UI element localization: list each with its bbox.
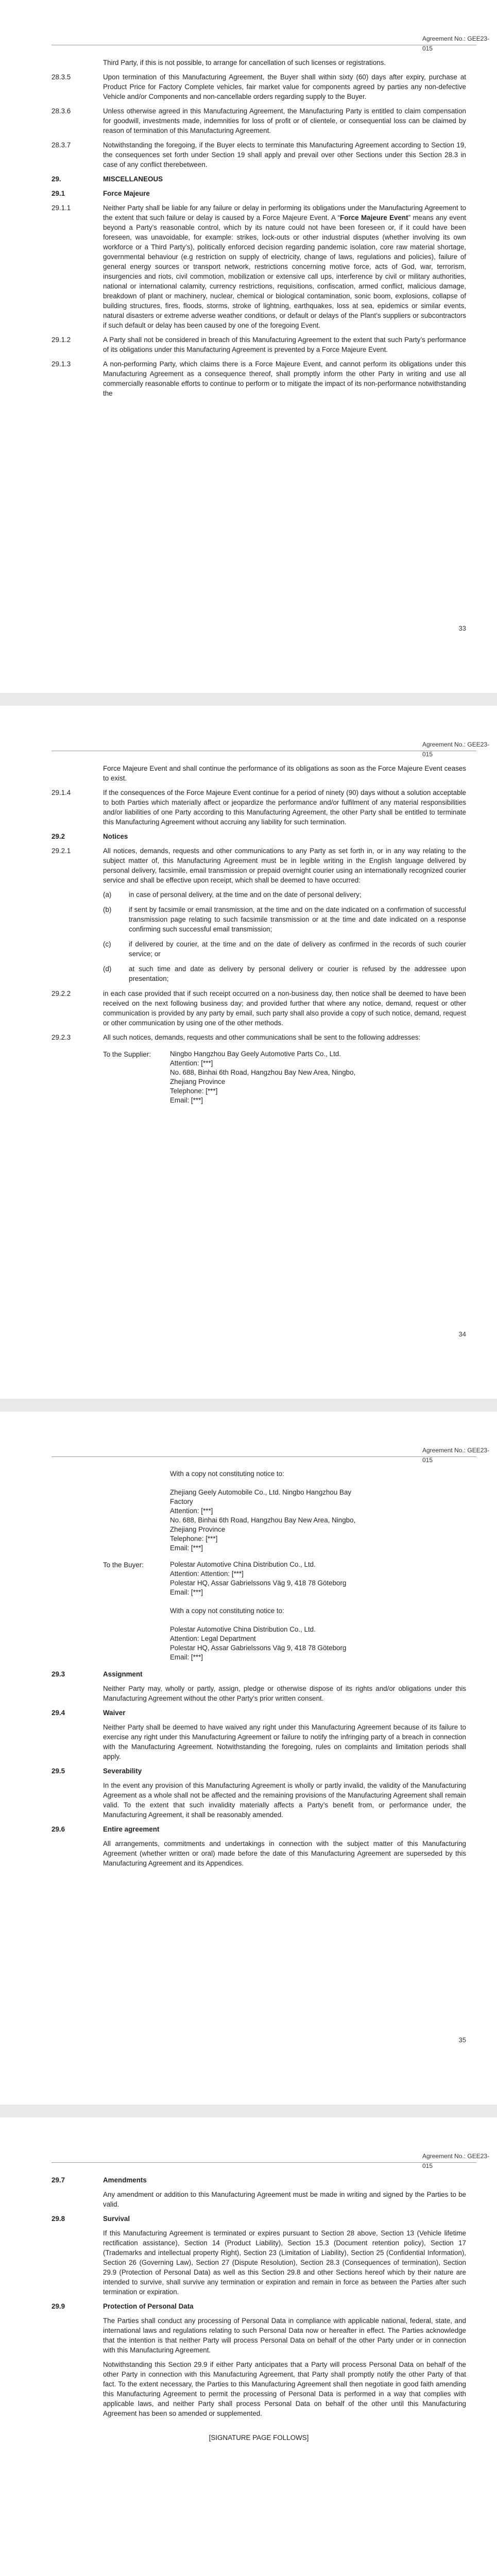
page-33	[0, 0, 497, 693]
agreement-ref: Agreement No.: GEE23-015	[422, 1447, 490, 1464]
supplier-address-block: To the Supplier: Ningbo Hangzhou Bay Geely Automotive Parts Co., Ltd. Attention: [***] No. 688, Binhai 6th Road, Hangzhou Bay New Area, Ningbo, Zhejiang Province Telephone: [***] Email: [***]	[103, 1050, 356, 1104]
page-36	[0, 2117, 497, 2576]
sub-item-a: (a) in case of personal delivery, at the time and on the date of personal delivery;	[103, 891, 362, 899]
header-divider	[52, 2162, 476, 2163]
clause-29-2-2: 29.2.2 in each case provided that if such receipt occurred on a non-business day, then notice shall be deemed to have been received on the next following business day; and provided further that where any notice, demand, request or other communication is provided by any party by email, such party shall also provide a copy of such notice, demand, request or other communication by using one of the other methods.	[52, 990, 466, 1027]
clause-text: Third Party, if this is not possible, to arrange for cancellation of such licenses or registrations.	[103, 59, 386, 66]
signature-page-note: [SIGNATURE PAGE FOLLOWS]	[209, 2434, 309, 2442]
page-35	[0, 1412, 497, 2105]
buyer-address-block: To the Buyer: Polestar Automotive China Distribution Co., Ltd. Attention: Attention: [***] Polestar HQ, Assar Gabrielssons Väg 9, 418 78 Göteborg Email: [***] With a copy not constituting notice to: Polestar Automotive China Distribution Co., Ltd. Attention: Legal Department Polestar HQ, Assar Gabrielssons Väg 9, 418 78 Göteborg Email: [***]	[103, 1561, 347, 1661]
header-divider	[52, 1456, 476, 1457]
sub-item-d: (d) at such time and date as delivery by personal delivery or courier is refused by the addressee upon presentation;	[103, 965, 466, 982]
section-29-6-heading: 29.6 Entire agreement	[52, 1825, 160, 1833]
section-29-8-heading: 29.8 Survival	[52, 2215, 130, 2223]
page-number: 35	[458, 2036, 466, 2044]
section-29-9-heading: 29.9 Protection of Personal Data	[52, 2302, 194, 2310]
sub-item-c: (c) if delivered by courier, at the time and on the date of delivery as confirmed in the records of such courier service; or	[103, 940, 466, 958]
page-34	[0, 706, 497, 1399]
section-29-3-heading: 29.3 Assignment	[52, 1670, 143, 1678]
clause-29-1-2: 29.1.2 A Party shall not be considered in breach of this Manufacturing Agreement to the extent that such Party’s performance of its obligations under this Manufacturing Agreement is prevented by a Force Majeure Event.	[52, 336, 466, 353]
clause-29-2-3: 29.2.3 All such notices, demands, requests and other communications shall be sent to the following addresses:	[52, 1033, 421, 1041]
clause-29-2-1: 29.2.1 All notices, demands, requests and other communications to any Party as set forth in, or in any way relating to the subject matter of, this Manufacturing Agreement must be in legible writing in the English language delivered by personal delivery, facsimile, email transmission or prepaid overnight courier using an internationally recognized courier service and shall be effective upon receipt, which shall be deemed to have occurred:	[52, 847, 466, 884]
clause-29-1-3: 29.1.3 A non-performing Party, which claims there is a Force Majeure Event, and cannot perform its obligations under this Manufacturing Agreement as a consequence thereof, shall promptly inform the other Party in writing and use all commercially reasonable efforts to continue to perform or to mitigate the impact of its non-performance notwithstanding the	[52, 360, 466, 397]
clause-29-5: In the event any provision of this Manufacturing Agreement is wholly or partly invalid, the validity of the Manufacturing Agreement as a whole shall not be affected and the remaining provisions of the Manufacturing Agreement shall remain valid. To the extent that such invalidity materially affects a Party’s benefit from, or performance under, the Manufacturing Agreement, it shall be reasonably amended.	[103, 1782, 466, 1819]
clause-29-9-para2: Notwithstanding this Section 29.9 if either Party anticipates that a Party will process Personal Data on behalf of the other Party in connection with this Manufacturing Agreement, that Party shall promptly notify the other Party of that fact. To the extent necessary, the Parties to this Manufacturing Agreement shall then negotiate in good faith amending this Manufacturing Agreement to permit the processing of Personal Data is performed in a way that complies with applicable laws, and neither Party shall process Personal Data on behalf of the other until this Manufacturing Agreement has been so amended or supplemented.	[103, 2361, 466, 2417]
clause-text: Force Majeure Event and shall continue the performance of its obligations as soon as the Force Majeure Event ceases to exist.	[103, 765, 466, 782]
clause-29-3: Neither Party may, wholly or partly, assign, pledge or otherwise dispose of its rights and/or obligations under this Manufacturing Agreement without the other Party’s prior written consent.	[103, 1685, 466, 1702]
section-29-4-heading: 29.4 Waiver	[52, 1709, 126, 1717]
clause-29-4: Neither Party shall be deemed to have waived any right under this Manufacturing Agreement because of its failure to exercise any right under this Manufacturing Agreement or failure to notify the infringing party of a breach in connection with the Manufacturing Agreement. Notwithstanding the foregoing, rules on complaints and limitation periods shall apply.	[103, 1723, 466, 1760]
agreement-ref: Agreement No.: GEE23-015	[422, 2153, 490, 2170]
clause-28-3-6: 28.3.6 Unless otherwise agreed in this Manufacturing Agreement, the Manufacturing Party is entitled to claim compensation for goodwill, investments made, indemnities for loss of profit or of clientele, or consequential loss can be claimed by reason of termination of this Manufacturing Agreement.	[52, 107, 466, 134]
page-number: 34	[458, 1330, 466, 1338]
section-29-heading: 29. MISCELLANEOUS	[52, 175, 163, 183]
section-29-7-heading: 29.7 Amendments	[52, 2176, 147, 2184]
agreement-ref: Agreement No.: GEE23-015	[422, 35, 490, 52]
clause-29-1-1: 29.1.1 Neither Party shall be liable for any failure or delay in performing its obligations under the Manufacturing Agreement to the extent that such failure or delay is caused by a Force Majeure Event. A “Force Majeure Event” means any event beyond a Party’s reasonable control, which by its nature could not have been foreseen or, if it could have been foreseen, was unavoidable, for example: strikes, lock-outs or other industrial disputes (whether involving its own workforce or a Third Party’s), politically enforced decision regarding pandemic isolation, core raw material shortage, governmental behaviour (e.g restriction on supply of electricity, change of laws, regulations and policies), failure of general energy sources or transport network, restrictions concerning motive force, acts of God, war, terrorism, insurgencies and riots, civil commotion, mobilization or extensive call ups, interference by civil or military authorities, national or international calamity, currency restrictions, requisitions, confiscation, armed conflict, malicious damage, breakdown of plant or machinery, nuclear, chemical or biological contamination, sonic boom, explosions, collapse of building structures, fires, floods, storms, stroke of lightning, earthquakes, loss at sea, epidemics or similar events, natural disasters or extreme adverse weather conditions, or default or delays of the Plant’s suppliers or subcontractors if such default or delay has been caused by one of the foregoing Event.	[52, 204, 466, 329]
supplier-copy-address: With a copy not constituting notice to: Zhejiang Geely Automobile Co., Ltd. Ningbo Hangzhou Bay Factory Attention: [***] No. 688, Binhai 6th Road, Hangzhou Bay New Area, Ningbo, Zhejiang Province Telephone: [***] Email: [***]	[170, 1470, 356, 1552]
clause-29-7: Any amendment or addition to this Manufacturing Agreement must be made in writing and signed by the Parties to be valid.	[103, 2191, 466, 2208]
agreement-ref: Agreement No.: GEE23-015	[422, 741, 490, 758]
clause-29-8: If this Manufacturing Agreement is terminated or expires pursuant to Section 28 above, Section 13 (Vehicle lifetime rectification assistance), Section 14 (Product Liability), Section 15.3 (Document retention policy), Section 17 (Trademarks and intellectual property Right), Section 23 (Limitation of Liability), Section 25 (Confidential Information), Section 26 (Governing Law), Section 27 (Dispute Resolution), Section 28.3 (Consequences of termination), Section 29.9 (Protection of Personal Data) as well as this Section 29.8 and other Sections hereof which by their nature are intended to survive, shall survive any termination or expiration and remain in force as between the Parties after such termination or expiration.	[103, 2229, 466, 2296]
page-number: 33	[458, 624, 466, 632]
clause-29-1-4: 29.1.4 If the consequences of the Force Majeure Event continue for a period of ninety (90) days without a solution acceptable to both Parties which materially affect or jeopardize the performance and/or fulfilment of any material responsibilities and/or liabilities of one Party according to this Manufacturing Agreement, the other Party shall be entitled to terminate this Manufacturing Agreement without accruing any liability for such termination.	[52, 789, 466, 826]
clause-28-3-5: 28.3.5 Upon termination of this Manufacturing Agreement, the Buyer shall within sixty (60) days after expiry, purchase at Product Price for Factory Complete vehicles, fair market value for components agreed by parties any non-defective Vehicle and/or Components and non-cancellable orders regarding supply to the Buyer.	[52, 73, 466, 100]
clause-29-9-para1: The Parties shall conduct any processing of Personal Data in compliance with applicable national, federal, state, and international laws and regulations relating to such Personal Data now or hereafter in effect. The Parties acknowledge that the intention is that neither Party will process Personal Data on behalf of the other Party under or in connection with this Manufacturing Agreement.	[103, 2317, 466, 2354]
section-29-2-heading: 29.2 Notices	[52, 833, 128, 840]
section-29-5-heading: 29.5 Severability	[52, 1767, 142, 1775]
clause-28-3-7: 28.3.7 Notwithstanding the foregoing, if the Buyer elects to terminate this Manufacturing Agreement according to Section 19, the consequences set forth under Section 19 shall apply and prevail over other Sections under this Section 28.3 in case of any conflict therebetween.	[52, 141, 466, 168]
clause-29-6: All arrangements, commitments and undertakings in connection with the subject matter of this Manufacturing Agreement (whether written or oral) made before the date of this Manufacturing Agreement are superseded by this Manufacturing Agreement and its Appendices.	[103, 1840, 466, 1867]
section-29-1-heading: 29.1 Force Majeure	[52, 190, 150, 197]
sub-item-b: (b) if sent by facsimile or email transmission, at the time and on the date indicated on a confirmation of successful transmission page relating to such facsimile transmission or at the time and date indicated on a response confirming such successful email transmission;	[103, 906, 466, 933]
